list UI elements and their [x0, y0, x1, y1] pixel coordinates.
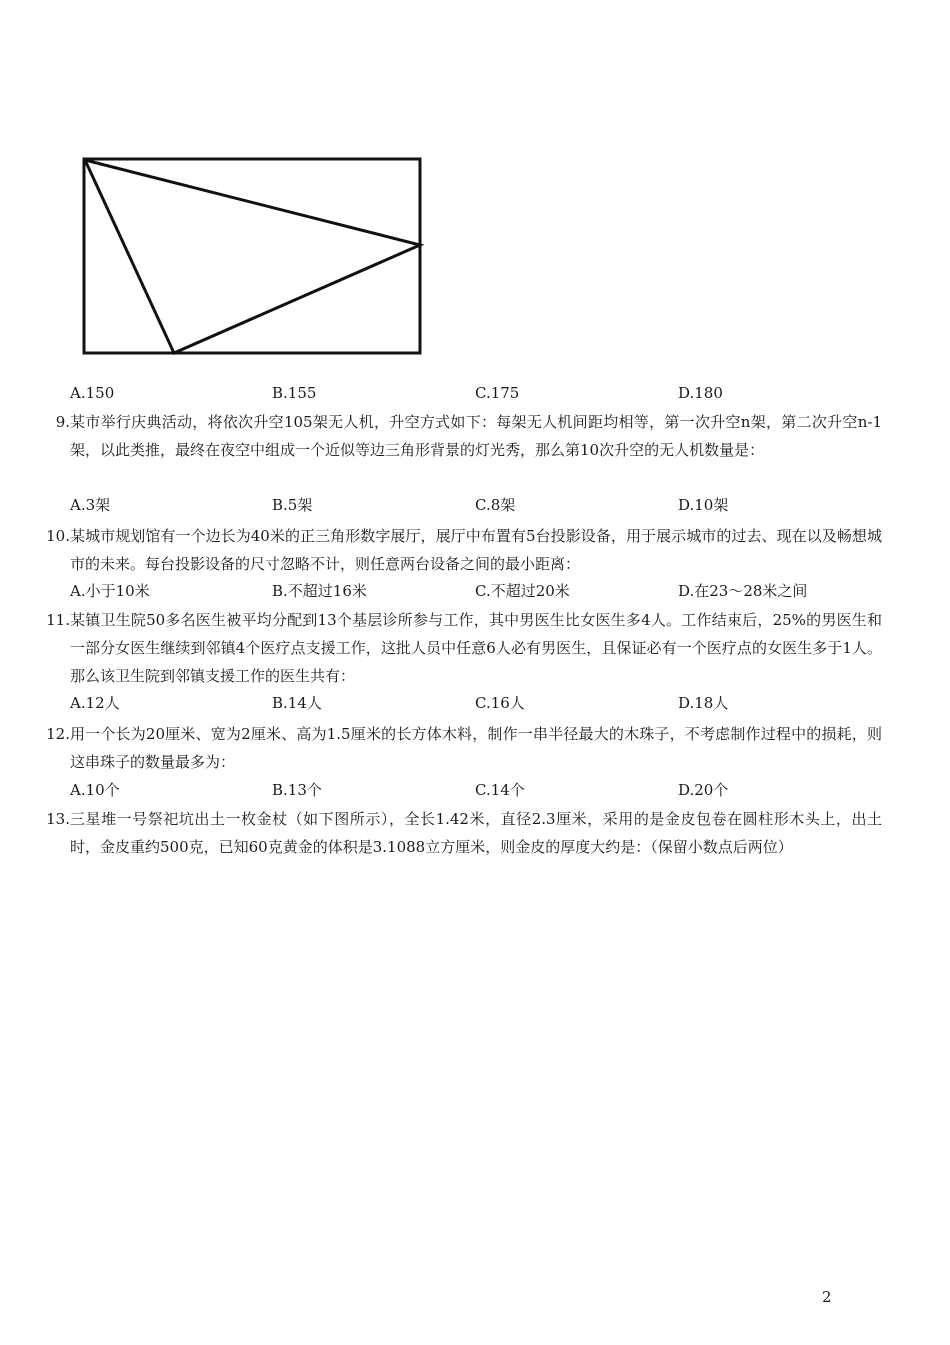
- question-10: [46, 522, 882, 578]
- question-11-number: 11.: [46, 611, 70, 629]
- q9-option-c[interactable]: C.8架: [475, 496, 516, 514]
- q12-option-d[interactable]: D.20个: [678, 781, 729, 799]
- question-12: [46, 720, 882, 776]
- question-11: [46, 606, 882, 690]
- q8-option-c[interactable]: C.175: [475, 384, 520, 402]
- q8-option-d[interactable]: D.180: [678, 384, 723, 402]
- page-number: 2: [822, 1288, 832, 1306]
- q10-options: [70, 580, 910, 602]
- question-9-text: 某市举行庆典活动，将依次升空105架无人机，升空方式如下：每架无人机间距均相等，第一次升空n架，第二次升空n-1架，以此类推，最终在夜空中组成一个近似等边三角形背景的灯光秀，那么第10次升空的无人机数量是：: [70, 413, 882, 459]
- q11-option-b[interactable]: B.14人: [272, 694, 322, 712]
- q12-option-c[interactable]: C.14个: [475, 781, 525, 799]
- q12-option-b[interactable]: B.13个: [272, 781, 322, 799]
- question-13-number: 13.: [46, 810, 70, 828]
- q8-options: [70, 382, 910, 404]
- question-12-text: 用一个长为20厘米、宽为2厘米、高为1.5厘米的长方体木料，制作一串半径最大的木珠子，不考虑制作过程中的损耗，则这串珠子的数量最多为：: [70, 725, 882, 771]
- rectangle-triangle-figure: [80, 155, 425, 360]
- question-9: [46, 408, 882, 464]
- q10-option-c[interactable]: C.不超过20米: [475, 582, 570, 600]
- q9-option-d[interactable]: D.10架: [678, 496, 729, 514]
- question-13: [46, 805, 882, 861]
- q11-option-a[interactable]: A.12人: [70, 694, 120, 712]
- q10-option-a[interactable]: A.小于10米: [70, 582, 150, 600]
- figure-triangle: [85, 160, 420, 353]
- q11-option-d[interactable]: D.18人: [678, 694, 729, 712]
- question-11-text: 某镇卫生院50多名医生被平均分配到13个基层诊所参与工作，其中男医生比女医生多4人。工作结束后，25%的男医生和一部分女医生继续到邻镇4个医疗点支援工作，这批人员中任意6人必有男医生，且保证必有一个医疗点的女医生多于1人。那么该卫生院到邻镇支援工作的医生共有：: [70, 611, 882, 685]
- question-10-number: 10.: [46, 527, 70, 545]
- q11-options: [70, 692, 910, 714]
- figure-rectangle: [84, 159, 420, 353]
- q8-option-b[interactable]: B.155: [272, 384, 317, 402]
- q9-options: [70, 494, 910, 516]
- q9-option-a[interactable]: A.3架: [70, 496, 111, 514]
- question-10-text: 某城市规划馆有一个边长为40米的正三角形数字展厅，展厅中布置有5台投影设备，用于展示城市的过去、现在以及畅想城市的未来。每台投影设备的尺寸忽略不计，则任意两台设备之间的最小距离：: [70, 527, 882, 573]
- q10-option-d[interactable]: D.在23～28米之间: [678, 582, 808, 600]
- q9-option-b[interactable]: B.5架: [272, 496, 313, 514]
- question-12-number: 12.: [46, 725, 70, 743]
- q11-option-c[interactable]: C.16人: [475, 694, 525, 712]
- q12-options: [70, 779, 910, 801]
- q12-option-a[interactable]: A.10个: [70, 781, 120, 799]
- q10-option-b[interactable]: B.不超过16米: [272, 582, 367, 600]
- question-9-number: 9.: [55, 413, 70, 431]
- question-13-text: 三星堆一号祭祀坑出土一枚金杖（如下图所示），全长1.42米，直径2.3厘米，采用的是金皮包卷在圆柱形木头上，出土时，金皮重约500克，已知60克黄金的体积是3.1088立方厘米，则金皮的厚度大约是：（保留小数点后两位）: [70, 810, 882, 856]
- q8-option-a[interactable]: A.150: [70, 384, 115, 402]
